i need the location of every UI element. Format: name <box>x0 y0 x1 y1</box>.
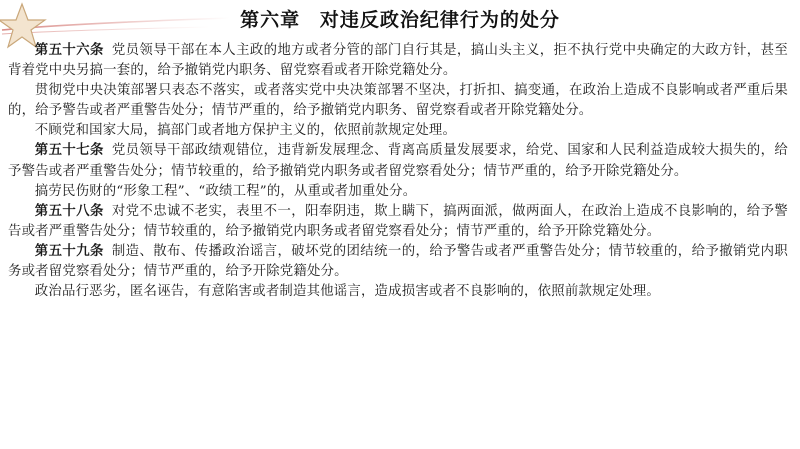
chapter-number: 第六章 <box>240 9 301 31</box>
article-number: 第五十八条 <box>34 203 104 219</box>
paragraph <box>8 182 788 202</box>
paragraph <box>8 202 788 242</box>
paragraph <box>8 282 788 302</box>
article-number: 第五十九条 <box>34 243 104 259</box>
article-number: 第五十六条 <box>34 43 104 58</box>
paragraph-text: 不顾党和国家大局，搞部门或者地方保护主义的，依照前款规定处理。 <box>34 123 457 139</box>
paragraph-text: 党员领导干部在本人主政的地方或者分管的部门自行其是，搞山头主义，拒不执行党中央确定的大政方针，甚至背着党中央另搞一套的，给予撤销党内职务、留党察看或者开除党籍处分。 <box>8 43 789 79</box>
chapter-title: 对违反政治纪律行为的处分 <box>319 9 560 31</box>
paragraph <box>8 121 788 141</box>
paragraph <box>8 242 788 282</box>
article-number: 第五十七条 <box>34 143 104 159</box>
paragraph <box>8 141 788 181</box>
paragraph-text: 对党不忠诚不老实，表里不一，阳奉阴违，欺上瞒下，搞两面派，做两面人，在政治上造成不良影响的，给予警告或者严重警告处分；情节较重的，给予撤销党内职务或者留党察看处分；情节严重的，给予开除党籍处分。 <box>8 203 789 239</box>
paragraph-text: 政治品行恶劣，匿名诬告，有意陷害或者制造其他谣言，造成损害或者不良影响的，依照前款规定处理。 <box>34 284 660 300</box>
document-body <box>8 41 788 302</box>
paragraph <box>8 41 788 81</box>
page-title <box>0 5 800 32</box>
paragraph-text: 贯彻党中央决策部署只表态不落实，或者落实党中央决策部署不坚决，打折扣、搞变通，在政治上造成不良影响或者严重后果的，给予警告或者严重警告处分；情节严重的，给予撤销党内职务、留党察看或者开除党籍处分。 <box>8 83 788 119</box>
paragraph-text: 党员领导干部政绩观错位，违背新发展理念、背离高质量发展要求，给党、国家和人民利益造成较大损失的，给予警告或者严重警告处分；情节较重的，给予撤销党内职务或者留党察看处分；情节严重的，给予开除党籍处分。 <box>8 143 789 179</box>
paragraph-text: 制造、散布、传播政治谣言，破坏党的团结统一的，给予警告或者严重警告处分；情节较重的，给予撤销党内职务或者留党察看处分；情节严重的，给予开除党籍处分。 <box>8 243 789 280</box>
paragraph-text: 搞劳民伤财的“形象工程”、“政绩工程”的，从重或者加重处分。 <box>34 183 417 199</box>
paragraph <box>8 81 788 121</box>
